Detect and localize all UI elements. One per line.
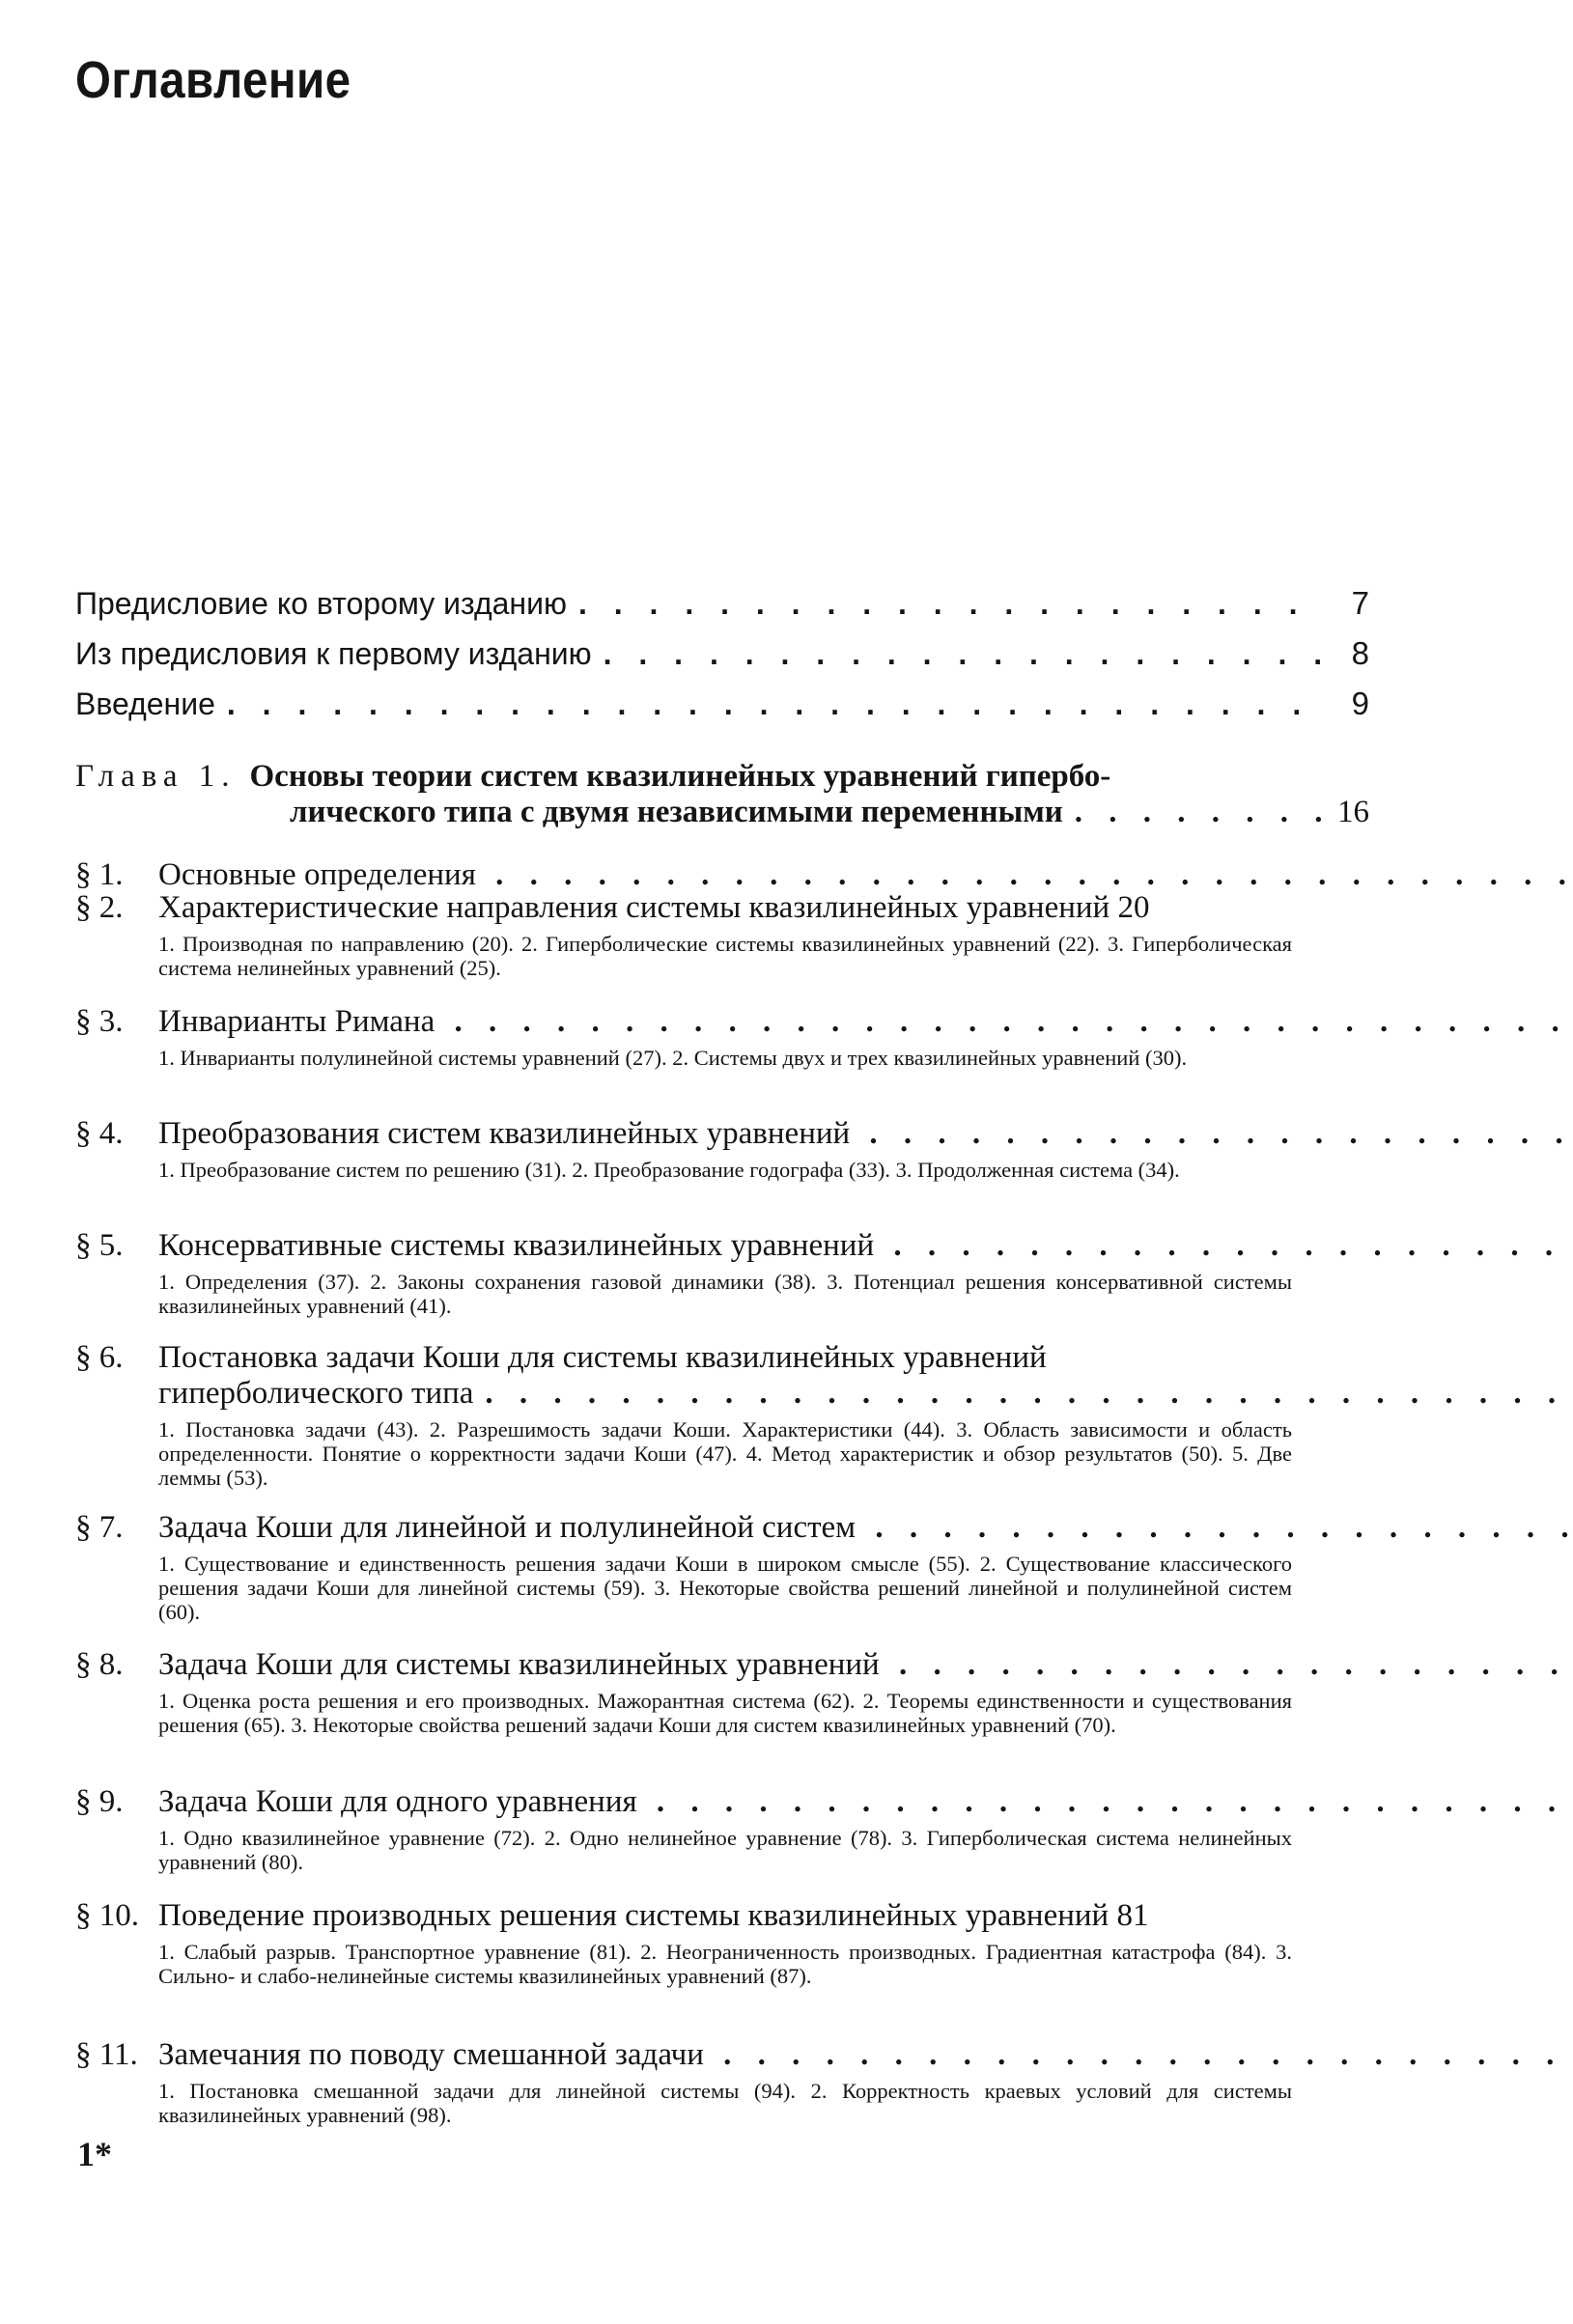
- toc-section[interactable]: [75, 1228, 1369, 1318]
- section-number: § 5.: [75, 1228, 124, 1263]
- leader-dots: [875, 1510, 1573, 1545]
- subsection-list: 1. Одно квазилинейное уравнение (72). 2. Одно нелинейное уравнение (78). 3. Гиперболическая система нелинейных уравнений (80).: [158, 1826, 1292, 1874]
- section-title-cont: гиперболического типа: [158, 1376, 474, 1411]
- chapter-label: Глава 1.: [75, 759, 237, 794]
- section-number: § 8.: [75, 1647, 124, 1682]
- page-title: Оглавление: [75, 51, 351, 109]
- toc-section[interactable]: [75, 1647, 1369, 1737]
- leader-dots: [578, 586, 1325, 622]
- section-title: Задача Коши для одного уравнения: [158, 1784, 637, 1819]
- signature-mark: 1*: [77, 2135, 112, 2173]
- toc-section[interactable]: [75, 1784, 1369, 1874]
- toc-section[interactable]: [75, 1340, 1369, 1490]
- section-title: Поведение производных решения системы квазилинейных уравнений: [158, 1898, 1110, 1933]
- chapter-heading[interactable]: [75, 759, 1369, 830]
- toc-section[interactable]: [75, 857, 1369, 893]
- section-number: § 3.: [75, 1004, 124, 1039]
- subsection-list: 1. Слабый разрыв. Транспортное уравнение (81). 2. Неограниченность производных. Градиентная катастрофа (84). 3. Сильно- и слабо-нелинейные системы квазилинейных уравнений (87).: [158, 1940, 1292, 1988]
- leader-dots: [657, 1784, 1573, 1819]
- section-title: Задача Коши для системы квазилинейных уравнений: [158, 1647, 880, 1682]
- entry-title: Из предисловия к первому изданию: [75, 636, 592, 671]
- front-matter-item[interactable]: [75, 686, 1369, 722]
- section-title: Основные определения: [158, 857, 476, 892]
- toc-section[interactable]: [75, 890, 1369, 980]
- entry-page: 8: [1351, 635, 1369, 671]
- section-number: § 9.: [75, 1784, 124, 1819]
- subsection-list: 1. Существование и единственность решения задачи Коши в широком смысле (55). 2. Существование классического решения задачи Коши для линейной системы (59). 3. Некоторые свойства решений линейной и полулинейной систем (60).: [158, 1552, 1292, 1624]
- leader-dots: [604, 636, 1325, 672]
- toc-section[interactable]: [75, 1004, 1369, 1070]
- subsection-list: 1. Оценка роста решения и его производных. Мажорантная система (62). 2. Теоремы единственности и существования решения (65). 3. Некоторые свойства решений задачи Коши для систем квазилинейных уравнений (70).: [158, 1689, 1292, 1737]
- leader-dots: [485, 1376, 1573, 1412]
- toc-section[interactable]: [75, 1116, 1369, 1182]
- subsection-list: 1. Постановка задачи (43). 2. Разрешимость задачи Коши. Характеристики (44). 3. Область зависимости и область определенности. Понятие о корректности задачи Коши (47). 4. Метод характеристик и обзор результатов (50). 5. Две леммы (53).: [158, 1417, 1292, 1490]
- subsection-list: 1. Постановка смешанной задачи для линейной системы (94). 2. Корректность краевых условий для системы квазилинейных уравнений (98).: [158, 2079, 1292, 2127]
- chapter-title-line1: Основы теории систем квазилинейных уравнений гипербо-: [249, 759, 1111, 794]
- leader-dots: [869, 1116, 1573, 1151]
- section-title: Характеристические направления системы квазилинейных уравнений: [158, 890, 1110, 925]
- section-number: § 10.: [75, 1898, 139, 1933]
- toc-section[interactable]: [75, 1898, 1369, 1988]
- section-title: Преобразования систем квазилинейных уравнений: [158, 1116, 851, 1151]
- chapter-page: 16: [1337, 795, 1369, 829]
- section-number: § 1.: [75, 857, 124, 892]
- leader-dots: [495, 857, 1573, 892]
- section-number: § 6.: [75, 1340, 124, 1375]
- chapter-title-line2: лического типа с двумя независимыми переменными: [290, 795, 1063, 829]
- leader-dots: [227, 686, 1325, 722]
- section-title: Замечания по поводу смешанной задачи: [158, 2037, 704, 2072]
- toc-section[interactable]: [75, 2037, 1369, 2127]
- leader-dots: [454, 1004, 1573, 1039]
- entry-title: Введение: [75, 686, 215, 721]
- leader-dots: [899, 1647, 1573, 1682]
- section-number: § 7.: [75, 1510, 124, 1545]
- section-title: Постановка задачи Коши для системы квазилинейных уравнений: [158, 1340, 1047, 1375]
- leader-dots: [1075, 795, 1325, 830]
- leader-dots: [723, 2037, 1573, 2072]
- section-number: § 11.: [75, 2037, 138, 2072]
- leader-dots: [893, 1228, 1573, 1263]
- front-matter-item[interactable]: [75, 635, 1369, 672]
- section-title: Инварианты Римана: [158, 1004, 435, 1039]
- front-matter-item[interactable]: [75, 585, 1369, 622]
- section-title: Задача Коши для линейной и полулинейной систем: [158, 1510, 857, 1545]
- toc-section[interactable]: [75, 1510, 1369, 1624]
- section-number: § 4.: [75, 1116, 124, 1151]
- entry-page: 7: [1351, 585, 1369, 621]
- subsection-list: 1. Преобразование систем по решению (31). 2. Преобразование годографа (33). 3. Продолженная система (34).: [158, 1158, 1180, 1182]
- subsection-list: 1. Определения (37). 2. Законы сохранения газовой динамики (38). 3. Потенциал решения консервативной системы квазилинейных уравнений (41).: [158, 1270, 1292, 1318]
- subsection-list: 1. Инварианты полулинейной системы уравнений (27). 2. Системы двух и трех квазилинейных уравнений (30).: [158, 1046, 1188, 1070]
- section-page: 81: [1116, 1898, 1149, 1933]
- section-title: Консервативные системы квазилинейных уравнений: [158, 1228, 875, 1263]
- section-page: 20: [1117, 890, 1150, 925]
- entry-title: Предисловие ко второму изданию: [75, 586, 567, 621]
- section-number: § 2.: [75, 890, 124, 925]
- subsection-list: 1. Производная по направлению (20). 2. Гиперболические системы квазилинейных уравнений (22). 3. Гиперболическая система нелинейных уравнений (25).: [158, 932, 1292, 980]
- entry-page: 9: [1351, 686, 1369, 721]
